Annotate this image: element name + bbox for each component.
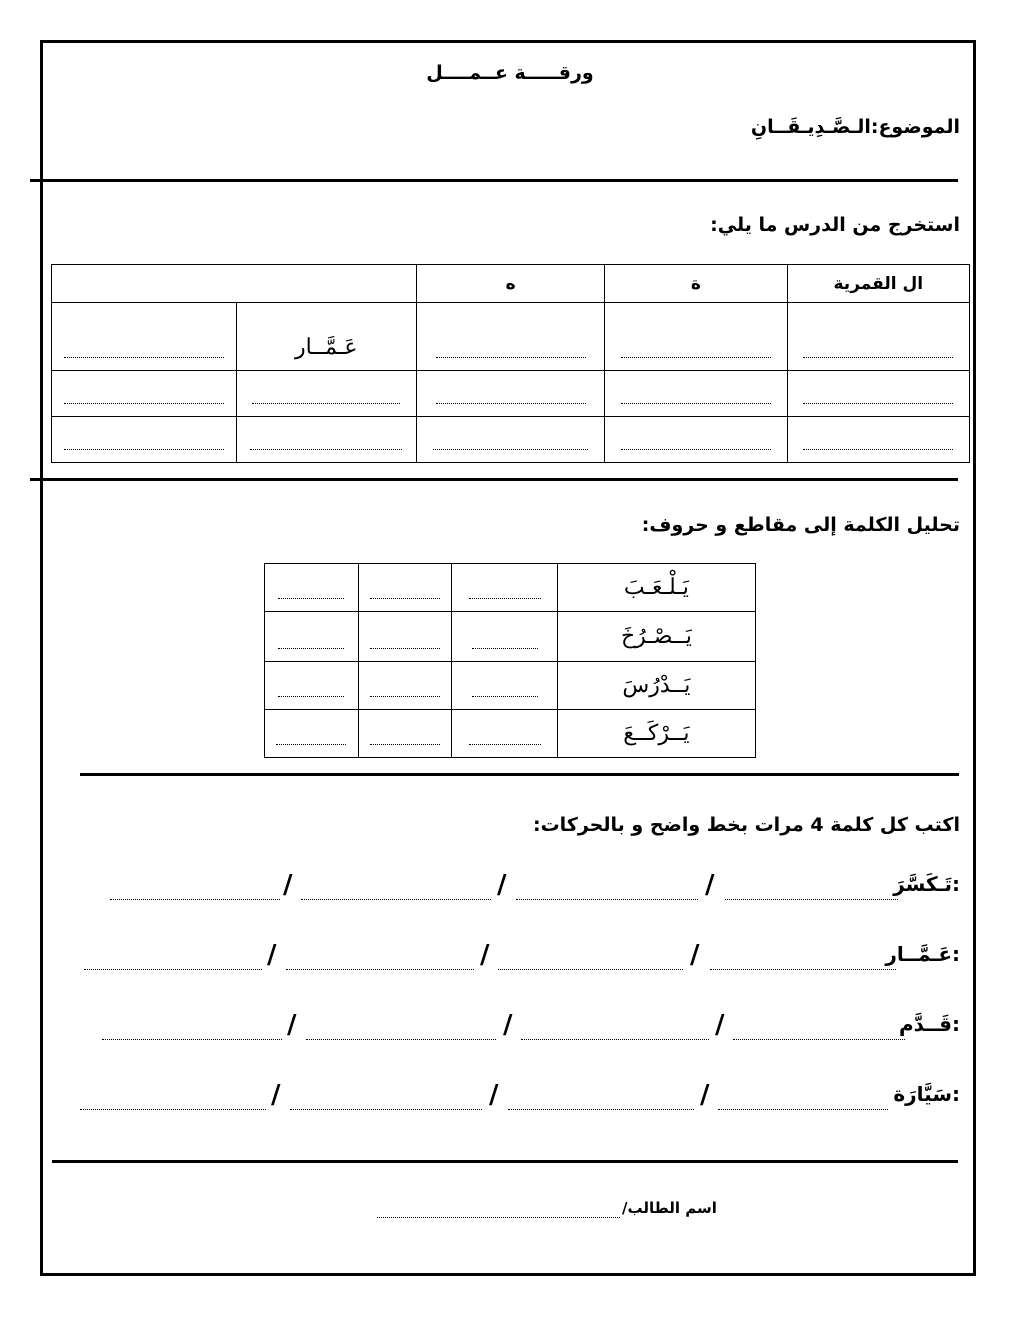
example-word-cell: عَـمَّــار (236, 303, 416, 371)
answer-cell[interactable] (52, 417, 237, 463)
column-header-ta-marbuta: ة (605, 265, 787, 303)
writing-row (60, 942, 960, 976)
worksheet-title: ورقـــــة عــمــــل (426, 62, 594, 84)
answer-cell[interactable] (358, 662, 452, 710)
writing-blank[interactable] (718, 1108, 888, 1110)
column-header-al-qamariya: ال القمرية (787, 265, 969, 303)
column-header-ha: ه (416, 265, 604, 303)
empty-header-cell (52, 265, 417, 303)
answer-cell[interactable] (265, 612, 359, 662)
answer-cell[interactable] (452, 612, 558, 662)
syllable-table (264, 563, 756, 758)
writing-blank[interactable] (725, 898, 898, 900)
extract-instruction: استخرج من الدرس ما يلي: (710, 214, 960, 236)
writing-blank[interactable] (710, 968, 896, 970)
writing-word: قَــدَّم: (899, 1012, 960, 1036)
analysis-instruction: تحليل الكلمة إلى مقاطع و حروف: (641, 514, 960, 536)
divider (52, 1160, 958, 1163)
answer-cell[interactable] (52, 303, 237, 371)
answer-cell[interactable] (452, 662, 558, 710)
answer-cell[interactable] (265, 662, 359, 710)
answer-cell[interactable] (787, 417, 969, 463)
answer-cell[interactable] (605, 417, 787, 463)
slash-separator: / (287, 1010, 297, 1040)
divider (30, 478, 958, 481)
syllable-word: يَــدْرُسَ (557, 662, 755, 710)
answer-cell[interactable] (452, 710, 558, 758)
writing-row (60, 1082, 960, 1116)
answer-cell[interactable] (236, 417, 416, 463)
writing-blank[interactable] (286, 968, 474, 970)
slash-separator: / (497, 870, 507, 900)
syllable-word: يَــرْكَــعَ (557, 710, 755, 758)
writing-row (60, 872, 960, 906)
divider (80, 773, 959, 776)
writing-word: سَيَّارَة: (893, 1082, 960, 1106)
syllable-word: يَــصْـرُخَ (557, 612, 755, 662)
answer-cell[interactable] (265, 710, 359, 758)
syllable-word: يَـلْـعَـبَ (557, 564, 755, 612)
slash-separator: / (690, 940, 700, 970)
writing-blank[interactable] (516, 898, 698, 900)
slash-separator: / (705, 870, 715, 900)
slash-separator: / (715, 1010, 725, 1040)
answer-cell[interactable] (265, 564, 359, 612)
writing-blank[interactable] (110, 898, 280, 900)
writing-word: تَـكَسَّرَ: (893, 872, 960, 896)
answer-cell[interactable] (605, 371, 787, 417)
answer-cell[interactable] (358, 710, 452, 758)
writing-blank[interactable] (84, 968, 262, 970)
writing-blank[interactable] (508, 1108, 694, 1110)
writing-blank[interactable] (733, 1038, 905, 1040)
writing-blank[interactable] (290, 1108, 482, 1110)
answer-cell[interactable] (787, 371, 969, 417)
slash-separator: / (271, 1080, 281, 1110)
answer-cell[interactable] (358, 612, 452, 662)
slash-separator: / (480, 940, 490, 970)
writing-blank[interactable] (80, 1108, 266, 1110)
writing-word: عَـمَّــار: (885, 942, 960, 966)
slash-separator: / (267, 940, 277, 970)
subject-heading: الموضوع:الـصَّـدِيـقَــانِ (750, 116, 960, 138)
writing-blank[interactable] (306, 1038, 496, 1040)
extract-table (51, 264, 970, 463)
answer-cell[interactable] (416, 303, 604, 371)
answer-cell[interactable] (52, 371, 237, 417)
answer-cell[interactable] (416, 417, 604, 463)
answer-cell[interactable] (358, 564, 452, 612)
writing-blank[interactable] (301, 898, 491, 900)
answer-cell[interactable] (452, 564, 558, 612)
writing-blank[interactable] (102, 1038, 282, 1040)
answer-cell[interactable] (236, 371, 416, 417)
slash-separator: / (700, 1080, 710, 1110)
writing-blank[interactable] (498, 968, 683, 970)
writing-blank[interactable] (521, 1038, 709, 1040)
divider (30, 179, 958, 182)
writing-row (60, 1012, 960, 1046)
answer-cell[interactable] (416, 371, 604, 417)
student-name-label: اسم الطالب/ (622, 1199, 717, 1217)
slash-separator: / (283, 870, 293, 900)
answer-cell[interactable] (605, 303, 787, 371)
slash-separator: / (489, 1080, 499, 1110)
writing-instruction: اكتب كل كلمة 4 مرات بخط واضح و بالحركات: (532, 814, 960, 836)
student-name-field[interactable] (377, 1216, 620, 1218)
slash-separator: / (503, 1010, 513, 1040)
answer-cell[interactable] (787, 303, 969, 371)
